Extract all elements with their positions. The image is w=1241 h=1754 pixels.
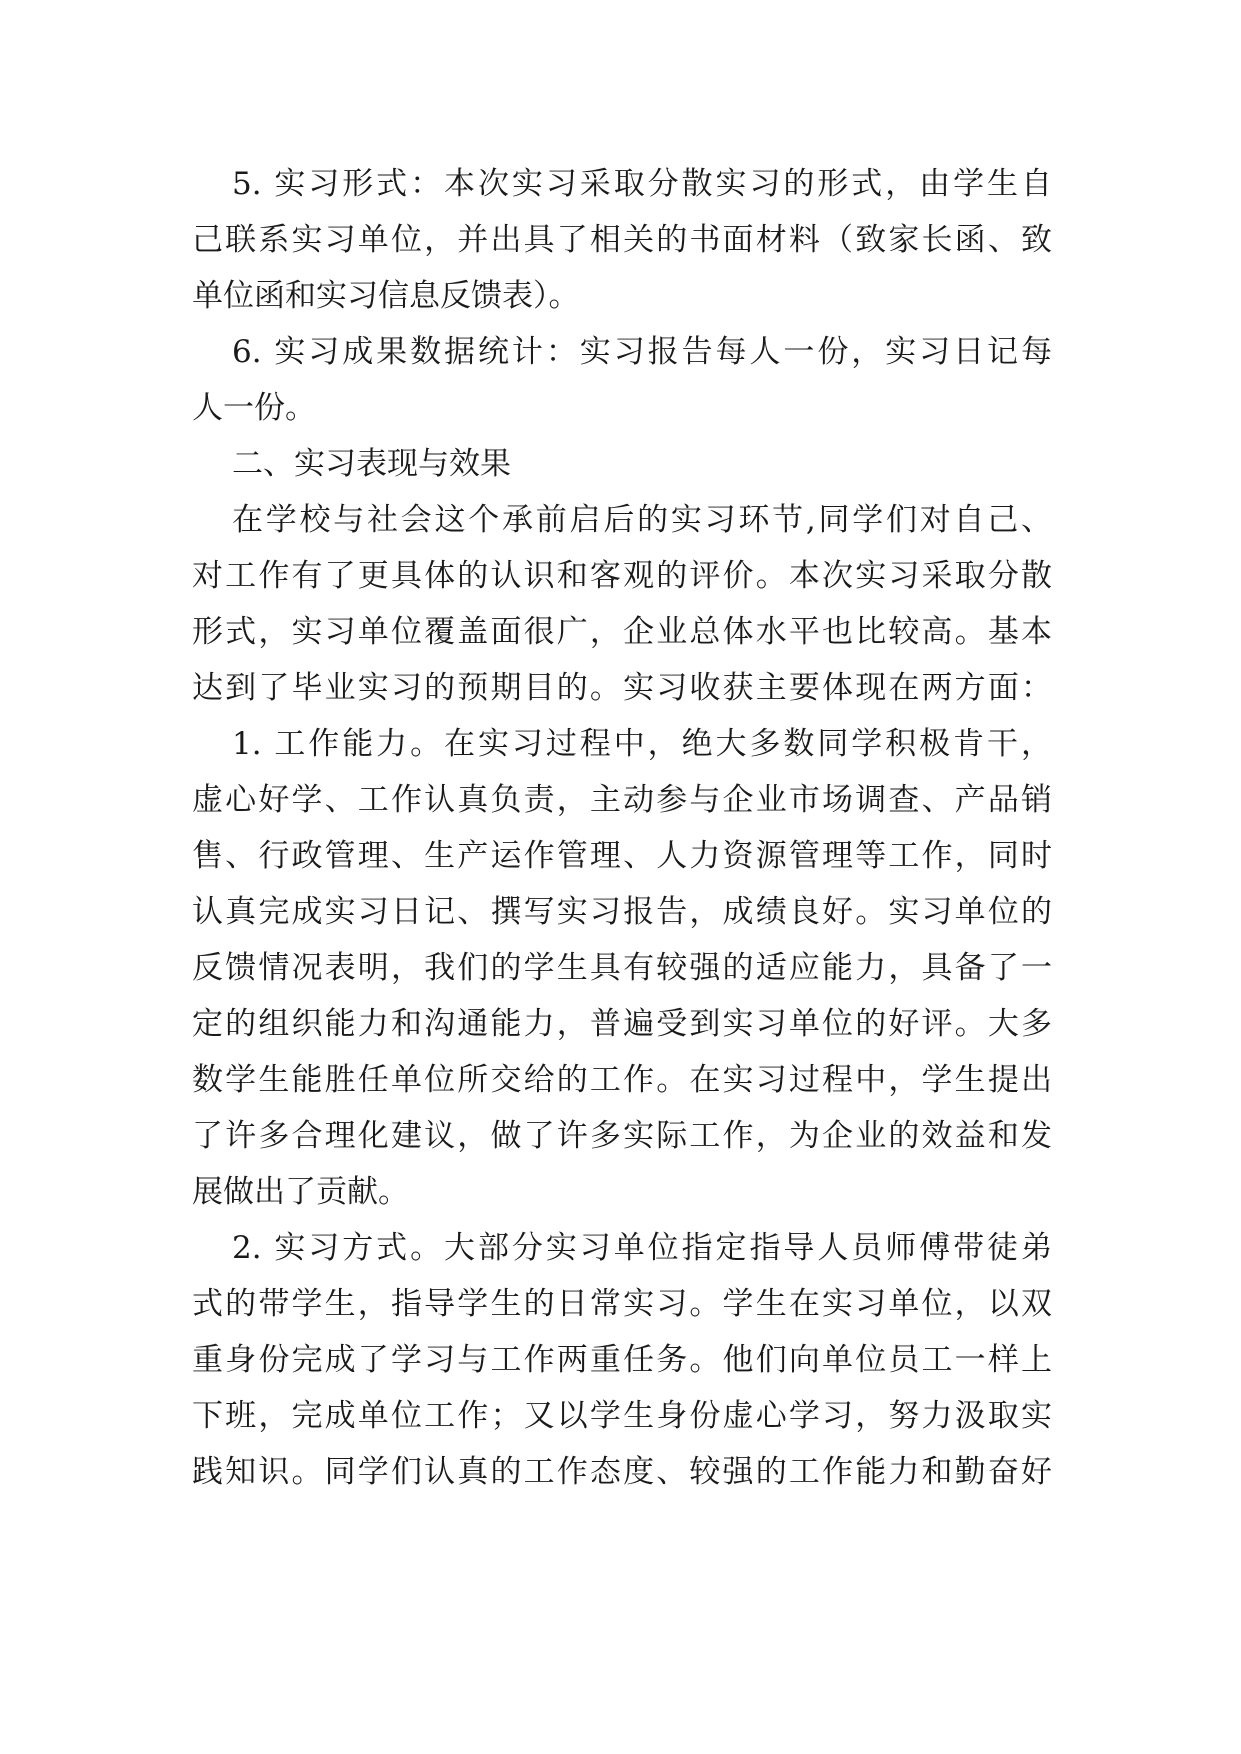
- paragraph-ability-line-1: 1. 工作能力。在实习过程中，绝大多数同学积极肯干，: [232, 726, 1052, 762]
- paragraph-method-line-1: 2. 实习方式。大部分实习单位指定指导人员师傅带徒弟: [232, 1230, 1052, 1266]
- paragraph-intro-line-3: 形式，实习单位覆盖面很广，企业总体水平也比较高。基本: [192, 614, 1052, 650]
- paragraph-ability-line-8: 了许多合理化建议，做了许多实际工作，为企业的效益和发: [192, 1118, 1052, 1154]
- paragraph-form-line-2: 己联系实习单位，并出具了相关的书面材料（致家长函、致: [192, 222, 1052, 258]
- paragraph-ability-line-7: 数学生能胜任单位所交给的工作。在实习过程中，学生提出: [192, 1062, 1052, 1098]
- paragraph-ability-line-6: 定的组织能力和沟通能力，普遍受到实习单位的好评。大多: [192, 1006, 1052, 1042]
- section-heading: 二、实习表现与效果: [232, 446, 511, 482]
- paragraph-method-line-3: 重身份完成了学习与工作两重任务。他们向单位员工一样上: [192, 1342, 1052, 1378]
- paragraph-method-line-4: 下班，完成单位工作；又以学生身份虚心学习，努力汲取实: [192, 1398, 1052, 1434]
- paragraph-intro-line-1: 在学校与社会这个承前启后的实习环节,同学们对自己、: [232, 502, 1052, 538]
- paragraph-form-line-3: 单位函和实习信息反馈表）。: [192, 278, 580, 314]
- paragraph-method-line-5: 践知识。同学们认真的工作态度、较强的工作能力和勤奋好: [192, 1454, 1052, 1490]
- paragraph-ability-line-3: 售、行政管理、生产运作管理、人力资源管理等工作，同时: [192, 838, 1052, 874]
- paragraph-ability-line-4: 认真完成实习日记、撰写实习报告，成绩良好。实习单位的: [192, 894, 1052, 930]
- paragraph-method-line-2: 式的带学生，指导学生的日常实习。学生在实习单位，以双: [192, 1286, 1052, 1322]
- paragraph-intro-line-2: 对工作有了更具体的认识和客观的评价。本次实习采取分散: [192, 558, 1052, 594]
- paragraph-form-line-1: 5. 实习形式：本次实习采取分散实习的形式，由学生自: [232, 166, 1052, 202]
- paragraph-stats-line-1: 6. 实习成果数据统计：实习报告每人一份，实习日记每: [232, 334, 1052, 370]
- paragraph-stats-line-2: 人一份。: [192, 390, 316, 426]
- paragraph-intro-line-4: 达到了毕业实习的预期目的。实习收获主要体现在两方面：: [192, 670, 1052, 706]
- paragraph-ability-line-2: 虚心好学、工作认真负责，主动参与企业市场调查、产品销: [192, 782, 1052, 818]
- paragraph-ability-line-5: 反馈情况表明，我们的学生具有较强的适应能力，具备了一: [192, 950, 1052, 986]
- paragraph-ability-line-9: 展做出了贡献。: [192, 1174, 409, 1210]
